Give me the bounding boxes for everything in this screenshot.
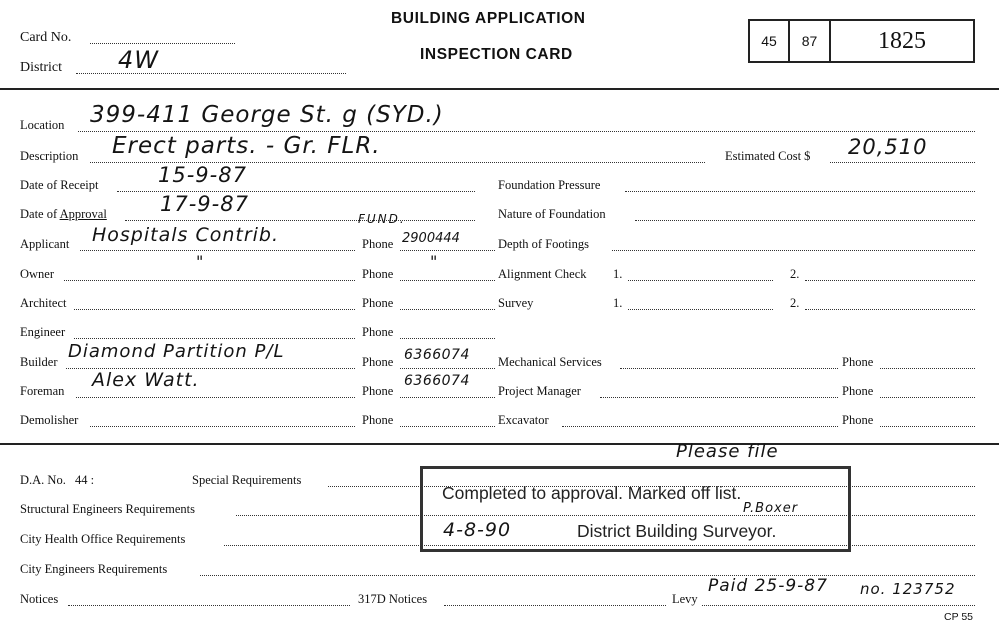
owner-phone-line	[400, 280, 495, 281]
demolisher-phone-line	[400, 426, 495, 427]
owner-line	[64, 280, 355, 281]
applicant-phone-value: 2900444	[402, 231, 460, 246]
description-label: Description	[20, 149, 79, 163]
excavator-label: Excavator	[498, 413, 549, 427]
footer-rule	[0, 443, 999, 445]
card-no-line	[90, 43, 235, 44]
demolisher-line	[90, 426, 355, 427]
date-approval-value: 17-9-87	[160, 192, 249, 216]
description-value: Erect parts. - Gr. FLR.	[112, 133, 381, 159]
applicant-phone-line	[400, 250, 495, 251]
architect-label: Architect	[20, 296, 67, 310]
notices-label: Notices	[20, 592, 59, 606]
da-no-value: 44 :	[75, 473, 95, 487]
mechanical-services-line	[620, 368, 838, 369]
box-45: 45	[748, 19, 790, 63]
architect-line	[74, 309, 355, 310]
card-no-label: Card No.	[20, 30, 72, 45]
alignment-2-label: 2.	[790, 267, 800, 281]
city-engineers-line	[200, 575, 975, 576]
box-87: 87	[788, 19, 831, 63]
nature-foundation-label: Nature of Foundation	[498, 207, 606, 221]
date-receipt-label: Date of Receipt	[20, 178, 99, 192]
survey-1-label: 1.	[613, 296, 623, 310]
alignment-check-label: Alignment Check	[498, 267, 587, 281]
applicant-value: Hospitals Contrib.	[92, 224, 280, 246]
special-requirements-label: Special Requirements	[192, 473, 302, 487]
levy-line	[702, 605, 975, 606]
excavator-phone-line	[880, 426, 975, 427]
receipt-number: no. 123752	[860, 580, 956, 598]
demolisher-phone-label: Phone	[362, 413, 394, 427]
estimated-cost-value: 20,510	[848, 135, 928, 159]
applicant-line	[80, 250, 355, 251]
stamp-date: 4-8-90	[443, 519, 512, 541]
location-value: 399-411 George St. g (SYD.)	[90, 102, 444, 128]
stamp-initials: P.Boxer	[743, 501, 799, 516]
foundation-pressure-label: Foundation Pressure	[498, 178, 601, 192]
builder-phone-value: 6366074	[404, 347, 470, 363]
notices-line	[68, 605, 350, 606]
depth-footings-label: Depth of Footings	[498, 237, 589, 251]
notices-317d-line	[444, 605, 666, 606]
builder-value: Diamond Partition P/L	[68, 341, 285, 362]
form-code: CP 55	[944, 611, 973, 623]
stamp-surveyor: District Building Surveyor.	[577, 521, 777, 541]
mechanical-phone-line	[880, 368, 975, 369]
architect-phone-label: Phone	[362, 296, 394, 310]
estimated-cost-line	[830, 162, 975, 163]
architect-phone-line	[400, 309, 495, 310]
alignment-2-line	[805, 280, 975, 281]
header-rule	[0, 88, 999, 90]
title-line1: BUILDING APPLICATION	[391, 10, 586, 27]
mechanical-phone-label: Phone	[842, 355, 874, 369]
district-line	[76, 73, 346, 74]
builder-label: Builder	[20, 355, 58, 369]
builder-phone-label: Phone	[362, 355, 394, 369]
engineer-phone-line	[400, 338, 495, 339]
survey-label: Survey	[498, 296, 534, 310]
district-label: District	[20, 60, 62, 75]
engineer-phone-label: Phone	[362, 325, 394, 339]
excavator-phone-label: Phone	[842, 413, 874, 427]
project-manager-line	[600, 397, 838, 398]
date-receipt-value: 15-9-87	[158, 163, 247, 187]
owner-value: "	[196, 252, 205, 271]
foreman-phone-line	[400, 397, 495, 398]
foreman-line	[76, 397, 355, 398]
levy-value: Paid 25-9-87	[708, 576, 828, 596]
location-label: Location	[20, 118, 65, 132]
date-approval-label	[20, 207, 107, 222]
estimated-cost-label: Estimated Cost $	[725, 149, 811, 163]
survey-2-label: 2.	[790, 296, 800, 310]
depth-footings-line	[612, 250, 975, 251]
excavator-line	[562, 426, 838, 427]
engineer-line	[74, 338, 355, 339]
nature-foundation-line	[635, 220, 975, 221]
title-line2: INSPECTION CARD	[420, 46, 573, 63]
alignment-1-label: 1.	[613, 267, 623, 281]
project-manager-phone-line	[880, 397, 975, 398]
card-number-box: 1825	[829, 19, 975, 63]
please-file-note: Please file	[676, 441, 779, 462]
city-health-label: City Health Office Requirements	[20, 532, 186, 546]
da-no-label: D.A. No.	[20, 473, 66, 487]
owner-phone-value: "	[430, 252, 439, 271]
date-approval-label-underlined: Approval	[59, 207, 107, 221]
alignment-1-line	[628, 280, 773, 281]
district-value: 4W	[118, 46, 159, 74]
approval-stamp	[420, 466, 851, 552]
date-approval-line	[125, 220, 475, 221]
structural-requirements-label: Structural Engineers Requirements	[20, 502, 195, 516]
demolisher-label: Demolisher	[20, 413, 79, 427]
location-line	[78, 131, 975, 132]
notices-317d-label: 317D Notices	[358, 592, 428, 606]
city-engineers-label: City Engineers Requirements	[20, 562, 168, 576]
date-approval-label-pre: Date of	[20, 207, 60, 221]
project-manager-phone-label: Phone	[842, 384, 874, 398]
levy-label: Levy	[672, 592, 698, 606]
owner-phone-label: Phone	[362, 267, 394, 281]
survey-1-line	[628, 309, 773, 310]
foreman-phone-label: Phone	[362, 384, 394, 398]
builder-phone-line	[400, 368, 495, 369]
foreman-label: Foreman	[20, 384, 65, 398]
project-manager-label: Project Manager	[498, 384, 581, 398]
engineer-label: Engineer	[20, 325, 66, 339]
stamp-line1: Completed to approval. Marked off list.	[442, 483, 742, 503]
applicant-label: Applicant	[20, 237, 70, 251]
mechanical-services-label: Mechanical Services	[498, 355, 602, 369]
owner-label: Owner	[20, 267, 55, 281]
foreman-phone-value: 6366074	[404, 373, 470, 389]
foundation-pressure-line	[625, 191, 975, 192]
foreman-value: Alex Watt.	[92, 369, 200, 391]
survey-2-line	[805, 309, 975, 310]
applicant-note: FUND.	[358, 212, 406, 226]
applicant-phone-label: Phone	[362, 237, 394, 251]
